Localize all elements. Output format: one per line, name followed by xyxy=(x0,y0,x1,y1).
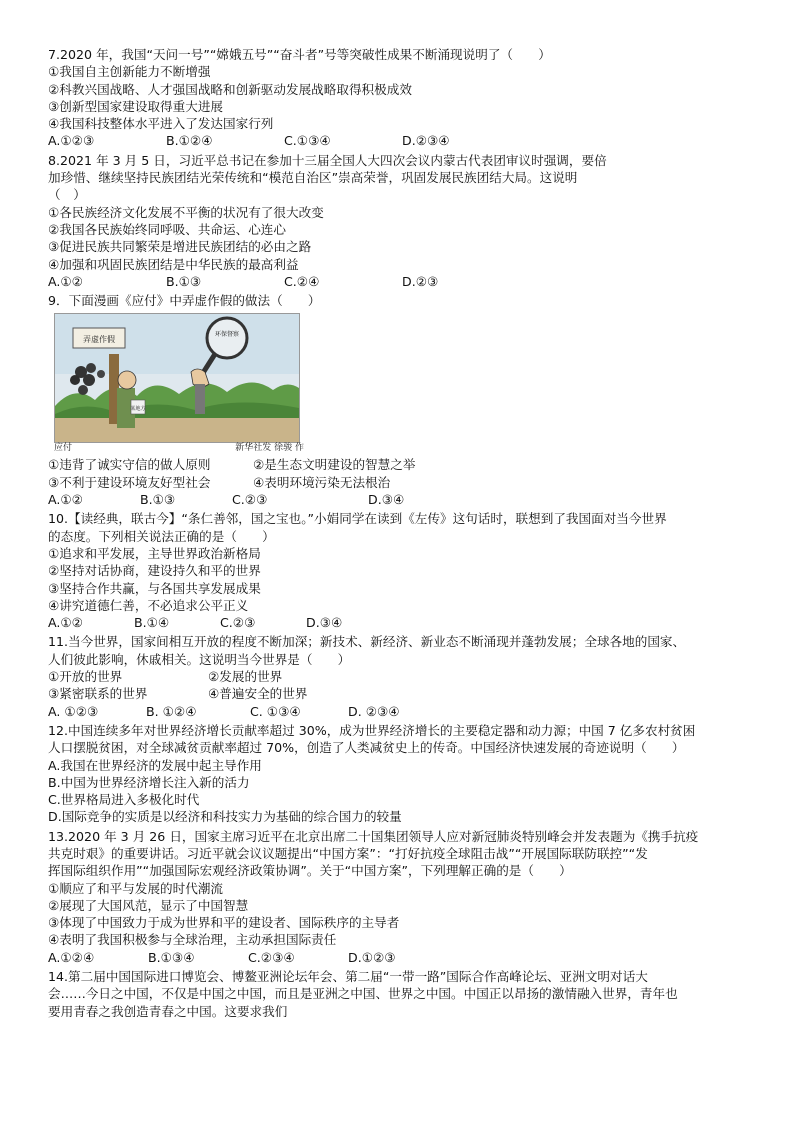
statement: ①违背了诚实守信的做人原则 xyxy=(48,457,211,473)
option-b[interactable]: B.中国为世界经济增长注入新的活力 xyxy=(48,774,250,790)
comic-image xyxy=(54,313,300,443)
answer-options xyxy=(48,949,760,966)
question-stem: 9．下面漫画《应付》中弄虚作假的做法（ ） xyxy=(48,293,321,309)
option-d[interactable]: D.①②③ xyxy=(348,949,396,965)
option-d[interactable]: D.②③ xyxy=(402,273,439,289)
question-stem: 会……今日之中国，不仅是中国之中国，而且是亚洲之中国、世界之中国。中国正以昂扬的激情融入世界，青年也 xyxy=(48,986,678,1002)
statement: ②坚持对话协商，建设持久和平的世界 xyxy=(48,563,261,579)
caption-credit: 新华社发 徐骏 作 xyxy=(235,443,304,454)
statement: ③不利于建设环境友好型社会 xyxy=(48,474,211,490)
option-b[interactable]: B.①③ xyxy=(166,273,202,289)
comic-figure xyxy=(54,313,304,454)
statement: ③创新型国家建设取得重大进展 xyxy=(48,98,224,114)
statement: ④加强和巩固民族团结是中华民族的最高利益 xyxy=(48,256,299,272)
option-a[interactable]: A.①② xyxy=(48,492,83,508)
answer-options xyxy=(48,491,760,508)
statement: ②科教兴国战略、人才强国战略和创新驱动发展战略取得积极成效 xyxy=(48,81,412,97)
statement: ①我国自主创新能力不断增强 xyxy=(48,64,211,80)
option-a[interactable]: A.①②③ xyxy=(48,133,95,149)
statement: ③体现了中国致力于成为世界和平的建设者、国际秩序的主导者 xyxy=(48,915,400,931)
option-c[interactable]: C.②③ xyxy=(220,615,256,631)
answer-options xyxy=(48,273,760,290)
statement: ②发展的世界 xyxy=(208,669,283,685)
question-14 xyxy=(48,968,760,1020)
statement: ③坚持合作共赢，与各国共享发展成果 xyxy=(48,580,261,596)
question-stem: 11.当今世界，国家间相互开放的程度不断加深；新技术、新经济、新业态不断涌现并蓬勃发展；全球各地的国家、 xyxy=(48,634,686,650)
question-stem: 要用青春之我创造青春之中国。这要求我们 xyxy=(48,1003,288,1019)
question-stem: 挥国际组织作用”“加强国际宏观经济政策协调”。关于“中国方案”，下列理解正确的是（ ） xyxy=(48,863,572,879)
comic-caption xyxy=(54,443,304,454)
caption-title: 应付 xyxy=(54,443,73,454)
option-b[interactable]: B.①③ xyxy=(140,492,176,508)
option-c[interactable]: C.②③④ xyxy=(248,949,295,965)
statement: ②我国各民族始终同呼吸、共命运、心连心 xyxy=(48,221,286,237)
question-stem: 人们彼此影响，休戚相关。这说明当今世界是（ ） xyxy=(48,651,351,667)
sign-label: 弄虚作假 xyxy=(83,335,115,345)
option-d[interactable]: D.③④ xyxy=(368,492,405,508)
statement: ①顺应了和平与发展的时代潮流 xyxy=(48,880,224,896)
question-7 xyxy=(48,46,760,150)
option-c[interactable]: C.①③④ xyxy=(284,133,331,149)
statement-row xyxy=(48,685,760,702)
answer-options xyxy=(48,614,760,631)
badge-label: 某地方 xyxy=(130,406,146,413)
question-stem: 的态度。下列相关说法正确的是（ ） xyxy=(48,528,275,544)
option-c[interactable]: C.②③ xyxy=(232,492,268,508)
question-stem: 10.【读经典，联古今】“条仁善邻，国之宝也。”小娟同学在读到《左传》这句话时，联想到了我国面对当今世界 xyxy=(48,511,667,527)
option-b[interactable]: B. ①②④ xyxy=(146,703,197,719)
statement-row xyxy=(48,474,760,491)
option-b[interactable]: B.①④ xyxy=(134,615,170,631)
statement: ④普遍安全的世界 xyxy=(208,686,308,702)
option-c[interactable]: C.世界格局进入多极化时代 xyxy=(48,792,200,808)
statement: ④表明了我国积极参与全球治理，主动承担国际责任 xyxy=(48,932,337,948)
question-9 xyxy=(48,292,760,508)
question-10 xyxy=(48,510,760,631)
option-d[interactable]: D.③④ xyxy=(306,615,343,631)
question-stem: 7.2020 年，我国“天问一号”“嫦娥五号”“奋斗者”号等突破性成果不断涌现说明了（ ） xyxy=(48,47,551,62)
question-13 xyxy=(48,828,760,966)
question-12 xyxy=(48,722,760,826)
statement: ④我国科技整体水平进入了发达国家行列 xyxy=(48,116,274,132)
question-stem: 8.2021 年 3 月 5 日，习近平总书记在参加十三届全国人大四次会议内蒙古代表团审议时强调，要倍 xyxy=(48,152,607,168)
lens-label: 环保督察 xyxy=(214,331,240,339)
option-d[interactable]: D.国际竞争的实质是以经济和科技实力为基础的综合国力的较量 xyxy=(48,809,402,825)
question-8 xyxy=(48,152,760,290)
statement: ④表明环境污染无法根治 xyxy=(253,474,391,490)
statement: ③紧密联系的世界 xyxy=(48,686,148,702)
option-b[interactable]: B.①②④ xyxy=(166,133,213,149)
answer-options xyxy=(48,132,760,149)
option-d[interactable]: D.②③④ xyxy=(402,133,450,149)
option-a[interactable]: A.①② xyxy=(48,615,83,631)
question-stem: 14.第二届中国国际进口博览会、博鳌亚洲论坛年会、第二届“一带一路”国际合作高峰论坛、亚洲文明对话大 xyxy=(48,969,648,985)
question-stem: 13.2020 年 3 月 26 日，国家主席习近平在北京出席二十国集团领导人应对新冠肺炎特别峰会并发表题为《携手抗疫 xyxy=(48,828,699,844)
question-stem: 12.中国连续多年对世界经济增长贡献率超过 30%，成为世界经济增长的主要稳定器和动力源；中国 7 亿多农村贫困 xyxy=(48,722,696,738)
option-a[interactable]: A. ①②③ xyxy=(48,703,99,719)
question-stem: 加珍惜、继续坚持民族团结光荣传统和“模范自治区”崇高荣誉，巩固发展民族团结大局。这说明 xyxy=(48,170,578,186)
option-a[interactable]: A.我国在世界经济的发展中起主导作用 xyxy=(48,757,262,773)
statement: ①开放的世界 xyxy=(48,669,123,685)
statement: ②展现了大国风范，显示了中国智慧 xyxy=(48,897,249,913)
option-a[interactable]: A.①② xyxy=(48,273,83,289)
statement-row xyxy=(48,668,760,685)
question-11 xyxy=(48,633,760,719)
question-stem: 共克时艰》的重要讲话。习近平就会议议题提出“中国方案”：“打好抗疫全球阻击战”“开展国际联防联控”“发 xyxy=(48,845,648,861)
statement: ③促进民族共同繁荣是增进民族团结的必由之路 xyxy=(48,239,312,255)
option-c[interactable]: C.②④ xyxy=(284,273,320,289)
option-b[interactable]: B.①③④ xyxy=(148,949,195,965)
exam-page xyxy=(48,44,760,1020)
question-stem: （ ） xyxy=(48,187,86,203)
statement-row xyxy=(48,456,760,473)
option-d[interactable]: D. ②③④ xyxy=(348,703,400,719)
statement: ②是生态文明建设的智慧之举 xyxy=(253,457,416,473)
statement: ①追求和平发展，主导世界政治新格局 xyxy=(48,545,261,561)
answer-options xyxy=(48,703,760,720)
question-stem: 人口摆脱贫困，对全球减贫贡献率超过 70%，创造了人类减贫史上的传奇。中国经济快速发展的奇迹说明（ ） xyxy=(48,740,685,756)
option-a[interactable]: A.①②④ xyxy=(48,949,95,965)
statement: ①各民族经济文化发展不平衡的状况有了很大改变 xyxy=(48,204,324,220)
statement: ④讲究道德仁善，不必追求公平正义 xyxy=(48,597,249,613)
option-c[interactable]: C. ①③④ xyxy=(250,703,301,719)
